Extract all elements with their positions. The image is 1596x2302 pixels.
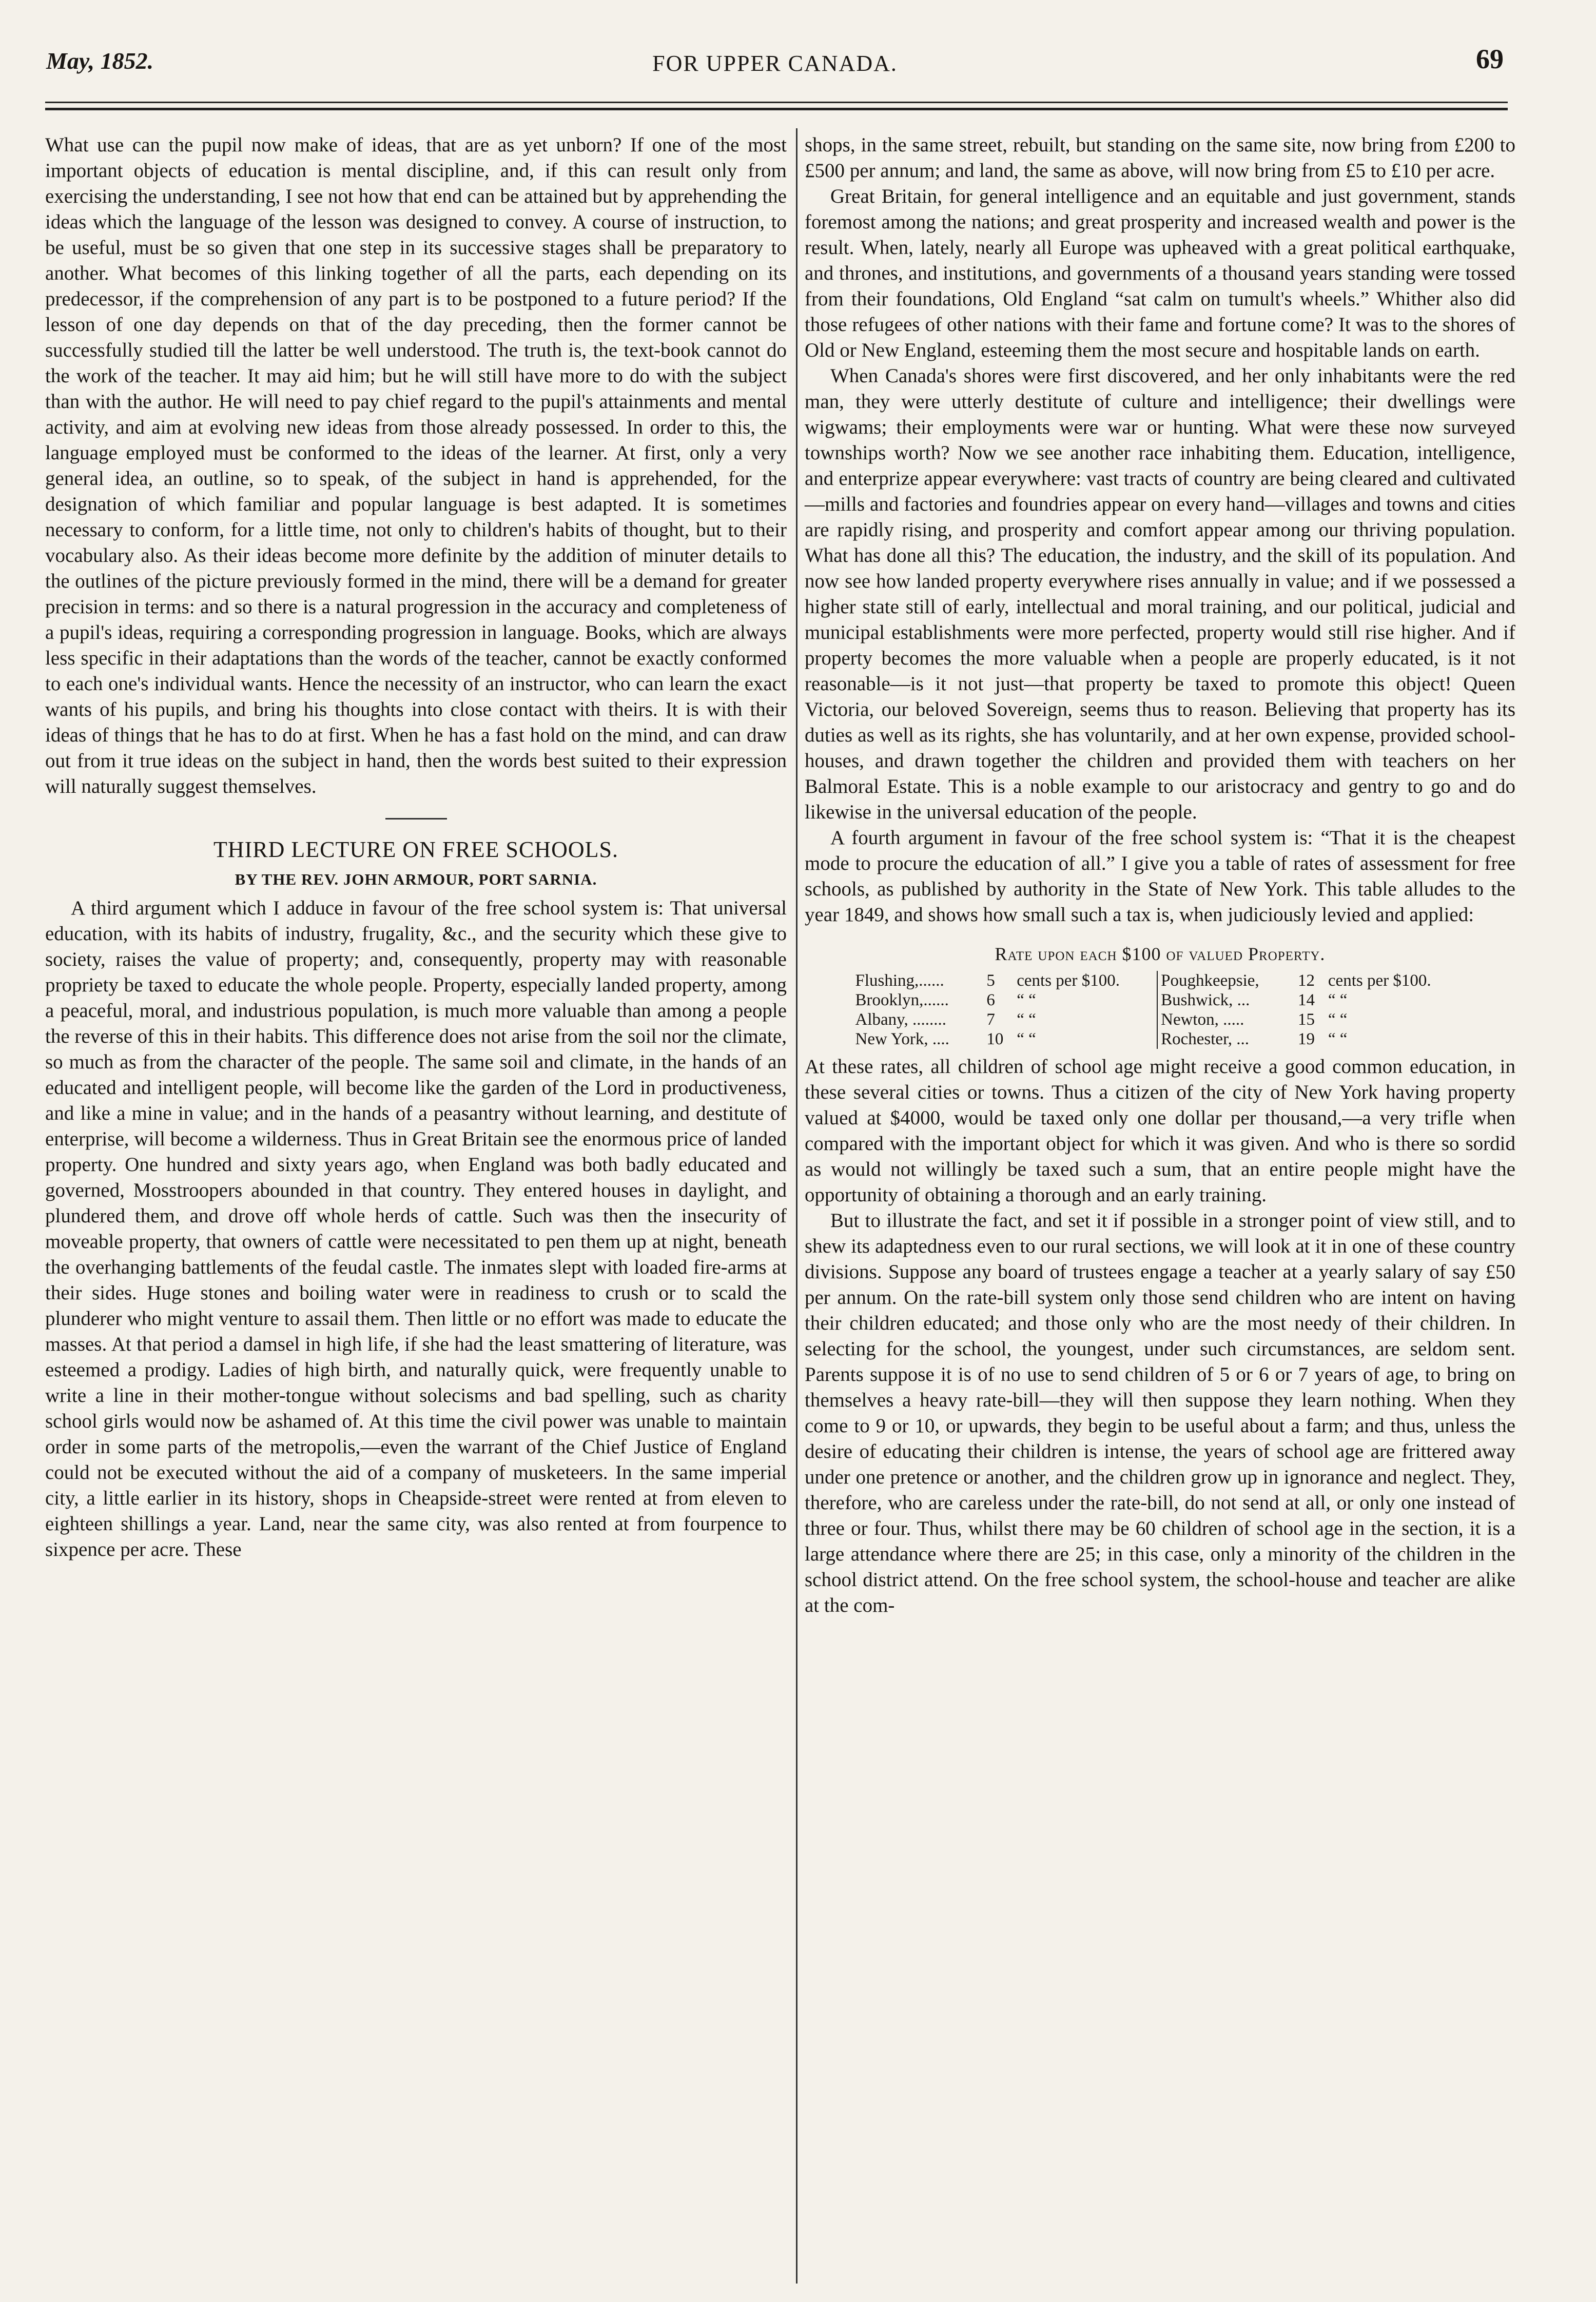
header-title: FOR UPPER CANADA. [652,51,898,76]
paragraph-1: shops, in the same street, rebuilt, but standing on the same site, now bring from £200 to £500 per annum; and land, the same as above, will now bring from £5 to £10 per acre. [805,134,1515,182]
table-row [852,990,1468,1010]
header-rule-thick [45,108,1508,110]
table-cell: Flushing,...... [855,971,944,990]
opening-paragraph: What use can the pupil now make of ideas, that are as yet unborn? If one of the most important objects of education is mental discipline, and, if this can result only from exercising the understanding, I see not how that end can be attained but by apprehending the ideas which the language of the lesson was designed to convey. A course of instruction, to be useful, must be so given that one step in its successive stages shall be preparatory to another. What becomes of this linking together of all the parts, each depending on its predecessor, if the comprehension of any part is to be postponed to a future period? If the lesson of one day depends on that of the day preceding, then the former cannot be successfully studied till the latter be well understood. The truth is, the text-book cannot do the work of the teacher. It may aid him; but he will still have more to do with the subject than with the author. He will need to pay chief regard to the pupil's attainments and mental activity, and aim at evolving new ideas from those already possessed. In order to this, the language employed must be conformed to the ideas of the learner. At first, only a very general idea, an outline, so to speak, of the subject in hand is apprehended, for the designation of which familiar and popular language is best adapted. It is sometimes necessary to conform, for a little time, not only to children's habits of thought, but to their vocabulary also. As their ideas become more definite by the addition of minuter details to the outlines of the picture previously formed in the mind, there will be a demand for greater precision in terms: and so there is a natural progression in the accuracy and completeness of a pupil's ideas, requiring a corresponding progression in language. Books, which are always less specific in their adaptations than the words of the teacher, cannot be exactly conformed to each one's individual wants. Hence the necessity of an instructor, who can learn the exact wants of his pupils, and bring his thoughts into close contact with theirs. It is with their ideas of things that he has to do at first. When he has a fast hold on the mind, and can draw out from it true ideas on the subject in hand, then the words best suited to their expression will naturally suggest themselves. [45,134,787,797]
paragraph-3: When Canada's shores were first discovered, and her only inhabitants were the red man, they were utterly destitute of culture and intelligence; their dwellings were wigwams; their employments were war or hunting. What were these now surveyed townships worth? Now we see another race inhabiting them. Education, intelligence, and enterprize appear everywhere: vast tracts of country are being cleared and cultivated—mills and factories and foundries appear on every hand—villages and towns and cities are rapidly rising, and prosperity and comfort appear among our thriving population. What has done all this? The education, the industry, and the skill of its population. And now see how landed property everywhere rises annually in value; and if we possessed a higher state still of early, intellectual and moral training, and our political, judicial and municipal establishments were more perfected, property would still rise higher. And if property becomes the more valuable when a people are properly educated, is it not reasonable—is it not just—that property be taxed to promote this object! Queen Victoria, our beloved Sovereign, seems thus to reason. Believing that property has its duties as well as its rights, she has voluntarily, and at her own expense, provided school-houses, and drawn together the children and provided them with teachers on her Balmoral Estate. This is a noble example to our aristocracy and gentry to go and do likewise in the universal education of the people. [805,365,1515,823]
table-cell: “ “ [1328,1030,1348,1048]
table-cell: cents per $100. [1014,971,1157,990]
lecture-byline: BY THE REV. JOHN ARMOUR, PORT SARNIA. [235,870,597,888]
table-cell: Rochester, ... [1161,1030,1249,1048]
table-cell: “ “ [1328,1010,1348,1029]
paragraph-6: But to illustrate the fact, and set it if possible in a stronger point of view still, and to shew its adaptedness even to our rural sections, we will look at it in one of these country divisions. Suppose any board of trustees engage a teacher at a yearly salary of say £50 per annum. On the rate-bill system only those send children who are intent on having their children educated; and those only who are the most needy of their children. In selecting for the school, the youngest, under such circumstances, are seldom sent. Parents suppose it is of no use to send children of 5 or 6 or 7 years of age, to bring on themselves a heavy rate-bill—they will then suppose they learn nothing. When they come to 9 or 10, or upwards, they begin to be useful about a farm; and thus, unless the desire of educating their children is intense, the years of school age are frittered away under one pretence or another, and the children grow up in ignorance and neglect. They, therefore, who are careless under the rate-bill, do not send at all, or only one instead of three or four. Thus, whilst there may be 60 children of school age in the section, it is a large attendance where there are 25; in this case, only a minority of the children in the school district attend. On the free school system, the school-house and teacher are alike at the com- [805,1209,1515,1616]
table-cell: “ “ [1014,1010,1157,1029]
table-cell: 7 [986,1010,995,1029]
table-cell: “ “ [1014,1029,1157,1049]
table-cell: Brooklyn,...... [855,991,949,1009]
table-cell: 5 [986,971,995,990]
table-row [852,1029,1468,1049]
table-cell: 10 [986,1030,1004,1048]
header-date: May, 1852. [46,48,154,74]
table-cell: 12 [1297,971,1315,990]
paragraph-5: At these rates, all children of school age might receive a good common education, in these several cities or towns. Thus a citizen of the city of New York having property valued at $4000, would be taxed only one dollar per thousand,—a very trifle when compared with the important object for which it was given. And who is there so sordid as would not willingly be taxed such a sum, that an entire people might have the opportunity of obtaining a thorough and an early training. [805,1056,1515,1206]
table-cell: 6 [986,991,995,1009]
table-cell: “ “ [1014,990,1157,1010]
paragraph-2: Great Britain, for general intelligence and an equitable and just government, stands foremost among the nations; and great prosperity and increased wealth and power is the result. When, lately, nearly all Europe was upheaved with a great political earthquake, and thrones, and institutions, and governments of a thousand years standing were tossed from their foundations, Old England “sat calm on tumult's wheels.” Whither also did those refugees of other nations with their fame and fortune come? It was to the shores of Old or New England, esteeming them the most secure and hospitable lands on earth. [805,185,1515,361]
page-header [46,44,1504,88]
table-row [852,1010,1468,1029]
table-cell: “ “ [1328,991,1348,1009]
table-cell: 14 [1297,991,1315,1009]
table-cell: 19 [1297,1030,1315,1048]
table-cell: Poughkeepsie, [1161,971,1259,990]
table-cell: Albany, ........ [855,1010,947,1029]
table-cell: cents per $100. [1328,971,1431,990]
rate-table [852,971,1468,1049]
lecture-title: THIRD LECTURE ON FREE SCHOOLS. [213,837,619,862]
paragraph-4: A fourth argument in favour of the free school system is: “That it is the cheapest mode to procure the education of all.” I give you a table of rates of assessment for free schools, as published by authority in the State of New York. This table alludes to the year 1849, and shows how small such a tax is, when judiciously levied and applied: [805,827,1515,926]
left-column [45,132,787,1563]
table-cell: 15 [1297,1010,1315,1029]
table-cell: Newton, ..... [1161,1010,1244,1029]
table-cell: New York, .... [855,1030,949,1048]
page-number: 69 [1476,44,1504,74]
lecture-paragraph: A third argument which I adduce in favour of the free school system is: That universal education, with its habits of industry, frugality, &c., and the security which these give to society, raises the value of property; and, consequently, property may with reasonable propriety be taxed to educate the whole people. Property, especially landed property, among a peaceful, moral, and industrious population, is much more valuable than among a people the reverse of this in their habits. This difference does not arise from the soil nor the climate, so much as from the character of the people. The same soil and climate, in the hands of an educated and intelligent people, will become like the garden of the Lord in productiveness, and like a mine in value; and in the hands of a peasantry without learning, and destitute of enterprise, will become a wilderness. Thus in Great Britain see the enormous price of landed property. One hundred and sixty years ago, when England was both badly educated and governed, Mosstroopers abounded in that country. They entered houses in daylight, and plundered them, and drove off whole herds of cattle. Such was then the insecurity of moveable property, that owners of cattle were necessitated to pen them up at night, beneath the overhanging battlements of the feudal castle. The inmates slept with loaded fire-arms at their sides. Huge stones and boiling water were in readiness to crush or to scald the plunderer who might venture to assail them. Then little or no effort was made to educate the masses. At that period a damsel in high life, if she had the least smattering of literature, was esteemed a prodigy. Ladies of high birth, and naturally quick, were frequently unable to write a line in their mother-tongue without solecisms and bad spelling, such as charity school girls would now be ashamed of. At this time the civil power was unable to maintain order in some parts of the metropolis,—even the warrant of the Chief Justice of England could not be executed without the aid of a company of musketeers. In the same imperial city, a little earlier in its history, shops in Cheapside-street were rented at from eleven to eighteen shillings a year. Land, near the same city, was also rented at from fourpence to sixpence per acre. These [45,897,787,1560]
table-cell: Bushwick, ... [1161,991,1250,1009]
table-row [852,971,1468,990]
header-rule-thin [45,102,1508,103]
rate-table-title: Rate upon each $100 of valued Property. [995,944,1326,964]
column-divider [796,128,797,2284]
section-divider [385,818,447,820]
right-column [805,132,1515,1618]
